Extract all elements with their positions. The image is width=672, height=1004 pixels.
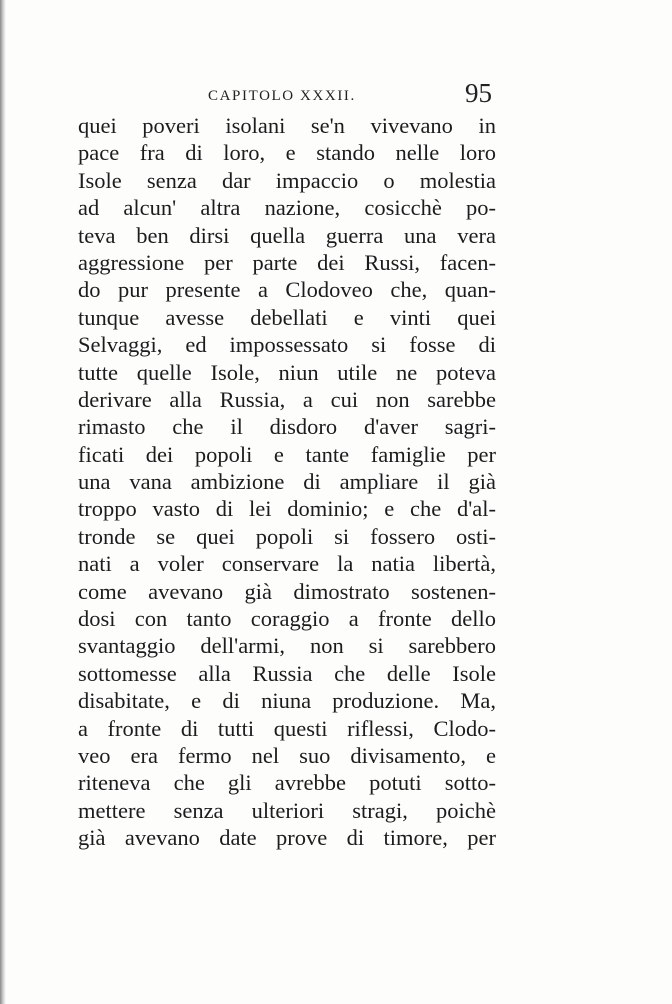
text-line: nati a voler conservare la natia libertà, <box>78 551 496 577</box>
text-line: veo era fermo nel suo divisamento, e <box>78 742 496 768</box>
body-text <box>78 112 496 852</box>
text-line: come avevano già dimostrato sostenen- <box>78 578 496 604</box>
text-line: quei poveri isolani se'n vivevano in <box>78 113 496 138</box>
text-line: ficati dei popoli e tante famiglie per <box>78 441 496 467</box>
text-line: rimasto che il disdoro d'aver sagri- <box>78 414 496 440</box>
text-line: Isole senza dar impaccio o molestia <box>78 167 496 193</box>
text-line: svantaggio dell'armi, non si sarebbero <box>78 633 496 659</box>
text-line: pace fra di loro, e stando nelle loro <box>78 140 496 166</box>
text-line: teva ben dirsi quella guerra una vera <box>78 222 496 248</box>
text-line: tutte quelle Isole, niun utile ne poteva <box>78 359 496 385</box>
chapter-running-title: CAPITOLO XXXII. <box>208 88 356 104</box>
text-line: dosi con tanto coraggio a fronte dello <box>78 606 496 632</box>
text-line: sottomesse alla Russia che delle Isole <box>78 660 496 686</box>
text-line: tronde se quei popoli si fossero osti- <box>78 523 496 549</box>
text-line: troppo vasto di lei dominio; e che d'al- <box>78 496 496 522</box>
text-line: già avevano date prove di timore, per <box>78 825 496 851</box>
text-line: ad alcun' altra nazione, cosicchè po- <box>78 195 496 221</box>
text-line: mettere senza ulteriori stragi, poichè <box>78 797 496 823</box>
text-line: do pur presente a Clodoveo che, quan- <box>78 277 496 303</box>
text-line: aggressione per parte dei Russi, facen- <box>78 249 496 275</box>
running-head <box>60 78 492 114</box>
text-line: disabitate, e di niuna produzione. Ma, <box>78 688 496 714</box>
text-line: una vana ambizione di ampliare il già <box>78 469 496 495</box>
text-line: a fronte di tutti questi riflessi, Clodo- <box>78 715 496 741</box>
page-binding-edge <box>0 0 6 1004</box>
text-line: Selvaggi, ed impossessato si fosse di <box>78 332 496 358</box>
text-line: tunque avesse debellati e vinti quei <box>78 304 496 330</box>
text-line: derivare alla Russia, a cui non sarebbe <box>78 386 496 412</box>
text-line: riteneva che gli avrebbe potuti sotto- <box>78 770 496 796</box>
page-number: 95 <box>465 78 492 108</box>
